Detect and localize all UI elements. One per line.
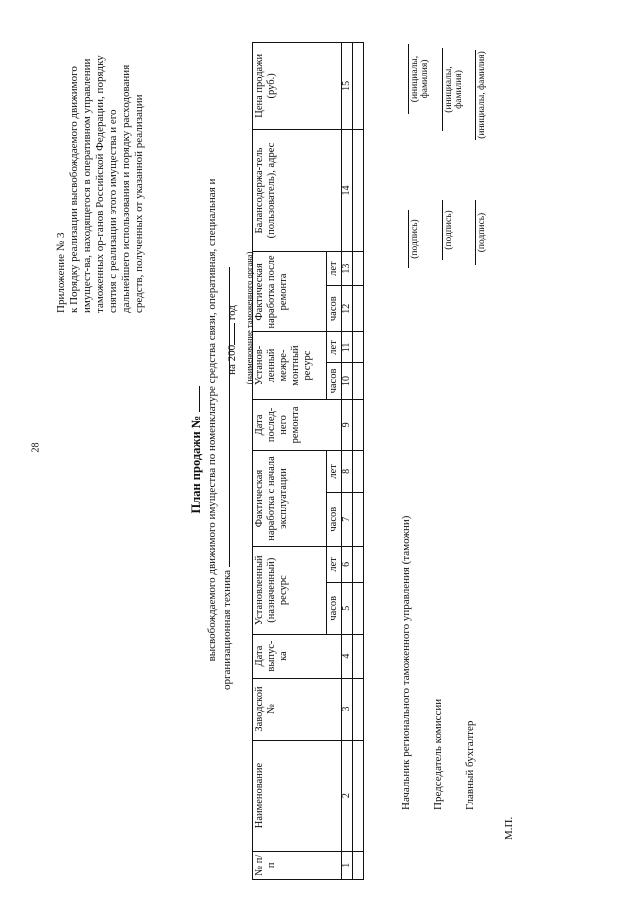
subheader-years: лет [327,332,342,363]
subheader-hours: часов [327,492,342,546]
column-number: 12 [342,285,353,331]
header-actual-operation: Фактическая наработка с начала эксплуатации [253,451,327,547]
empty-cell [353,332,364,363]
column-number: 1 [342,851,353,879]
empty-cell [353,582,364,634]
header-number: № п/п [253,851,342,879]
empty-cell [353,678,364,740]
column-number: 14 [342,129,353,252]
column-number: 4 [342,634,353,678]
subheader-hours: часов [327,582,342,634]
subtitle-line2: организационная техника [221,569,233,690]
header-serial: Заводской № [253,678,342,740]
column-number: 10 [342,363,353,399]
sales-plan-table [252,42,364,880]
stamp-place-label: М.П. [503,816,515,840]
year-suffix: год [226,305,238,321]
column-number: 5 [342,582,353,634]
column-number: 8 [342,451,353,492]
column-number: 13 [342,252,353,286]
head-of-customs-label: Начальник регионального таможенного управления (таможни) [400,515,412,810]
header-price: Цена продажи (руб.) [253,43,342,130]
empty-cell [353,451,364,492]
subtitle-main: высвобождаемого движимого имущества по номенклатуре средства связи, оперативная, специальная и [206,178,218,662]
empty-cell [353,546,364,582]
document-title [188,0,204,900]
header-last-repair: Дата послед-него ремонта [253,399,342,451]
empty-cell [353,129,364,252]
signature-caption: (подпись) [408,210,420,268]
signature-caption: (подпись) [475,200,487,265]
plan-number-blank [188,387,200,413]
title-text: План продажи № [189,415,203,514]
header-name: Наименование [253,740,342,851]
empty-cell [353,43,364,130]
empty-cell [353,285,364,331]
page-number: 28 [30,442,42,453]
empty-data-row [353,43,364,880]
empty-cell [353,851,364,879]
column-number: 2 [342,740,353,851]
name-caption: (инициалы, фамилия) [442,48,464,131]
empty-cell [353,252,364,286]
appendix-number: Приложение № 3 [55,232,67,313]
column-number: 9 [342,399,353,451]
column-number: 11 [342,332,353,363]
empty-cell [353,740,364,851]
column-number: 7 [342,492,353,546]
column-number: 15 [342,43,353,130]
column-number: 6 [342,546,353,582]
organ-caption: (наименование таможенного органа) [244,251,254,385]
header-after-repair: Фактическая наработка после ремонта [253,252,327,332]
header-assigned-resource: Установленный (назначенный) ресурс [253,546,327,634]
header-holder: Балансодержа-тель (пользователь), адрес [253,129,342,252]
appendix-block [55,53,146,313]
appendix-text: к Порядку реализации высвобождаемого движимого имущест-ва, находящегося в оперативном управлении таможенных ор-ганов Российской Федерации, порядку снятия с реализации этого имущества и его дальнейшего использования и порядку расходования средств, полученных от указанной реализации [68,55,145,313]
year-line [224,250,238,430]
empty-cell [353,492,364,546]
signature-caption: (подпись) [442,200,454,260]
empty-cell [353,399,364,451]
commission-chair-label: Председатель комиссии [432,698,444,810]
year-prefix: на 200 [226,344,238,375]
subheader-years: лет [327,252,342,286]
subheader-hours: часов [327,363,342,399]
name-caption: (инициалы, фамилия) [477,51,487,139]
subheader-hours: часов [327,285,342,331]
subheader-years: лет [327,546,342,582]
empty-cell [353,634,364,678]
chief-accountant-label: Главный бухгалтер [464,720,476,810]
header-release-date: Дата выпус-ка [253,634,342,678]
name-caption: (инициалы, фамилия) [408,44,430,114]
year-blank [224,323,235,345]
header-overhaul-resource: Установ-ленный межре-монтный ресурс [253,332,327,399]
subheader-years: лет [327,451,342,492]
empty-cell [353,363,364,399]
column-number-row [342,43,353,880]
column-number: 3 [342,678,353,740]
